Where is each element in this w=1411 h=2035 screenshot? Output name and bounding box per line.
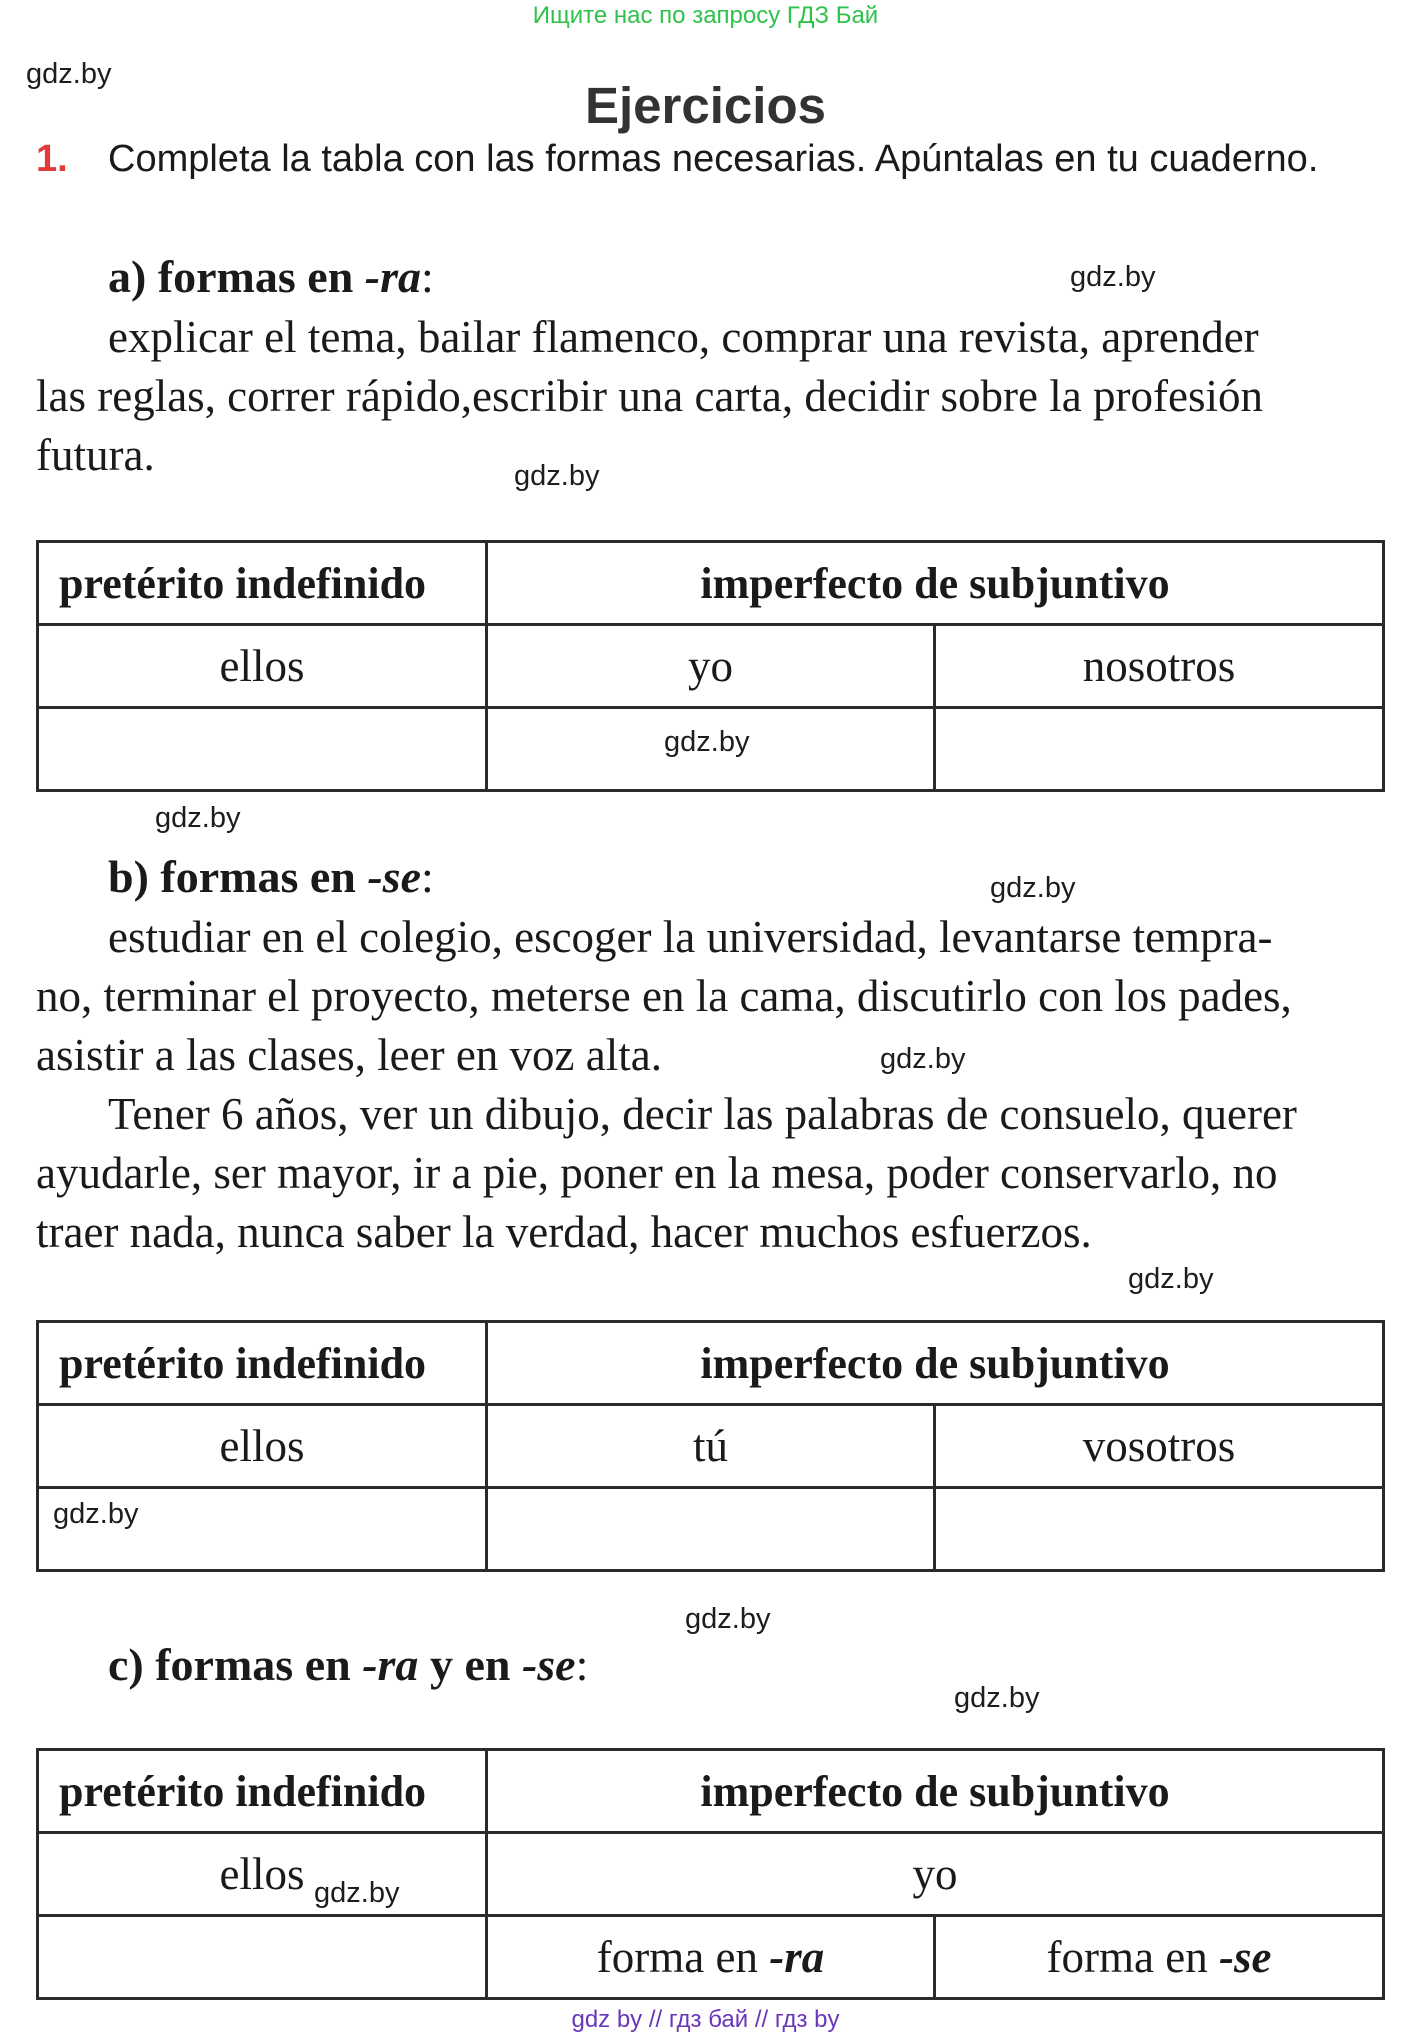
watermark: gdz.by	[1070, 261, 1156, 293]
section-b-text: estudiar en el colegio, escoger la universidad, levantarse tempra- no, terminar el proyecto, meterse en la cama, discutirlo con los pades, asistir a las clases, leer en voz alta. Tener 6 años, ver un dibujo, decir las palabras de consuelo, querer ayudarle, ser mayor, ir a pie, poner en la mesa, poder conservarlo, no traer nada, nunca saber la verdad, hacer muchos esfuerzos.	[36, 912, 1297, 1257]
watermark: gdz.by	[155, 802, 241, 834]
cell-forma-ra: forma en -ra	[487, 1916, 935, 1999]
watermark: gdz.by	[880, 1043, 966, 1075]
table-row	[38, 625, 1384, 708]
answer-cell	[935, 1488, 1384, 1571]
watermark: gdz.by	[685, 1603, 771, 1635]
cell-ellos: ellos	[38, 1833, 487, 1916]
section-a-heading: a) formas en -ra:	[108, 251, 434, 302]
cell-ellos: ellos	[38, 1405, 487, 1488]
footer-links: gdz by // гдз бай // гдз by	[571, 2006, 840, 2033]
cell-nosotros: nosotros	[935, 625, 1384, 708]
answer-cell	[487, 1488, 935, 1571]
header-imperfecto: imperfecto de subjuntivo	[487, 1322, 1384, 1405]
header-preterito: pretérito indefinido	[38, 1322, 487, 1405]
answer-cell	[487, 708, 935, 791]
cell-yo: yo	[487, 1833, 1384, 1916]
cell-yo: yo	[487, 625, 935, 708]
answer-cell	[38, 1916, 487, 1999]
table-a	[36, 540, 1385, 792]
answer-cell	[38, 1488, 487, 1571]
table-row	[38, 1750, 1384, 1833]
section-b-heading: b) formas en -se:	[108, 851, 434, 902]
table-b	[36, 1320, 1385, 1572]
page-title: Ejercicios	[585, 77, 826, 134]
header-imperfecto: imperfecto de subjuntivo	[487, 542, 1384, 625]
cell-ellos: ellos	[38, 625, 487, 708]
cell-forma-se: forma en -se	[935, 1916, 1384, 1999]
watermark: gdz.by	[26, 58, 112, 90]
table-row	[38, 708, 1384, 791]
watermark: gdz.by	[314, 1877, 400, 1909]
watermark: gdz.by	[664, 726, 750, 758]
table-row	[38, 1916, 1384, 1999]
section-c-heading: c) formas en -ra y en -se:	[108, 1639, 589, 1690]
table-row	[38, 542, 1384, 625]
watermark: gdz.by	[53, 1498, 139, 1530]
watermark: gdz.by	[1128, 1263, 1214, 1295]
header-preterito: pretérito indefinido	[38, 542, 487, 625]
cell-tu: tú	[487, 1405, 935, 1488]
table-row	[38, 1488, 1384, 1571]
table-row	[38, 1322, 1384, 1405]
watermark: gdz.by	[954, 1682, 1040, 1714]
exercise-number: 1.	[36, 138, 68, 180]
answer-cell	[38, 708, 487, 791]
section-a-text: explicar el tema, bailar flamenco, comprar una revista, aprender las reglas, correr rápido,escribir una carta, decidir sobre la profesión futura.	[36, 312, 1263, 480]
watermark: gdz.by	[990, 872, 1076, 904]
watermark: gdz.by	[514, 460, 600, 492]
search-hint: Ищите нас по запросу ГДЗ Бай	[532, 2, 879, 29]
cell-vosotros: vosotros	[935, 1405, 1384, 1488]
table-row	[38, 1833, 1384, 1916]
answer-cell	[935, 708, 1384, 791]
header-preterito: pretérito indefinido	[38, 1750, 487, 1833]
header-imperfecto: imperfecto de subjuntivo	[487, 1750, 1384, 1833]
table-row	[38, 1405, 1384, 1488]
exercise-instruction: Completa la tabla con las formas necesarias. Apúntalas en tu cuaderno.	[108, 138, 1319, 180]
table-c	[36, 1748, 1385, 2000]
